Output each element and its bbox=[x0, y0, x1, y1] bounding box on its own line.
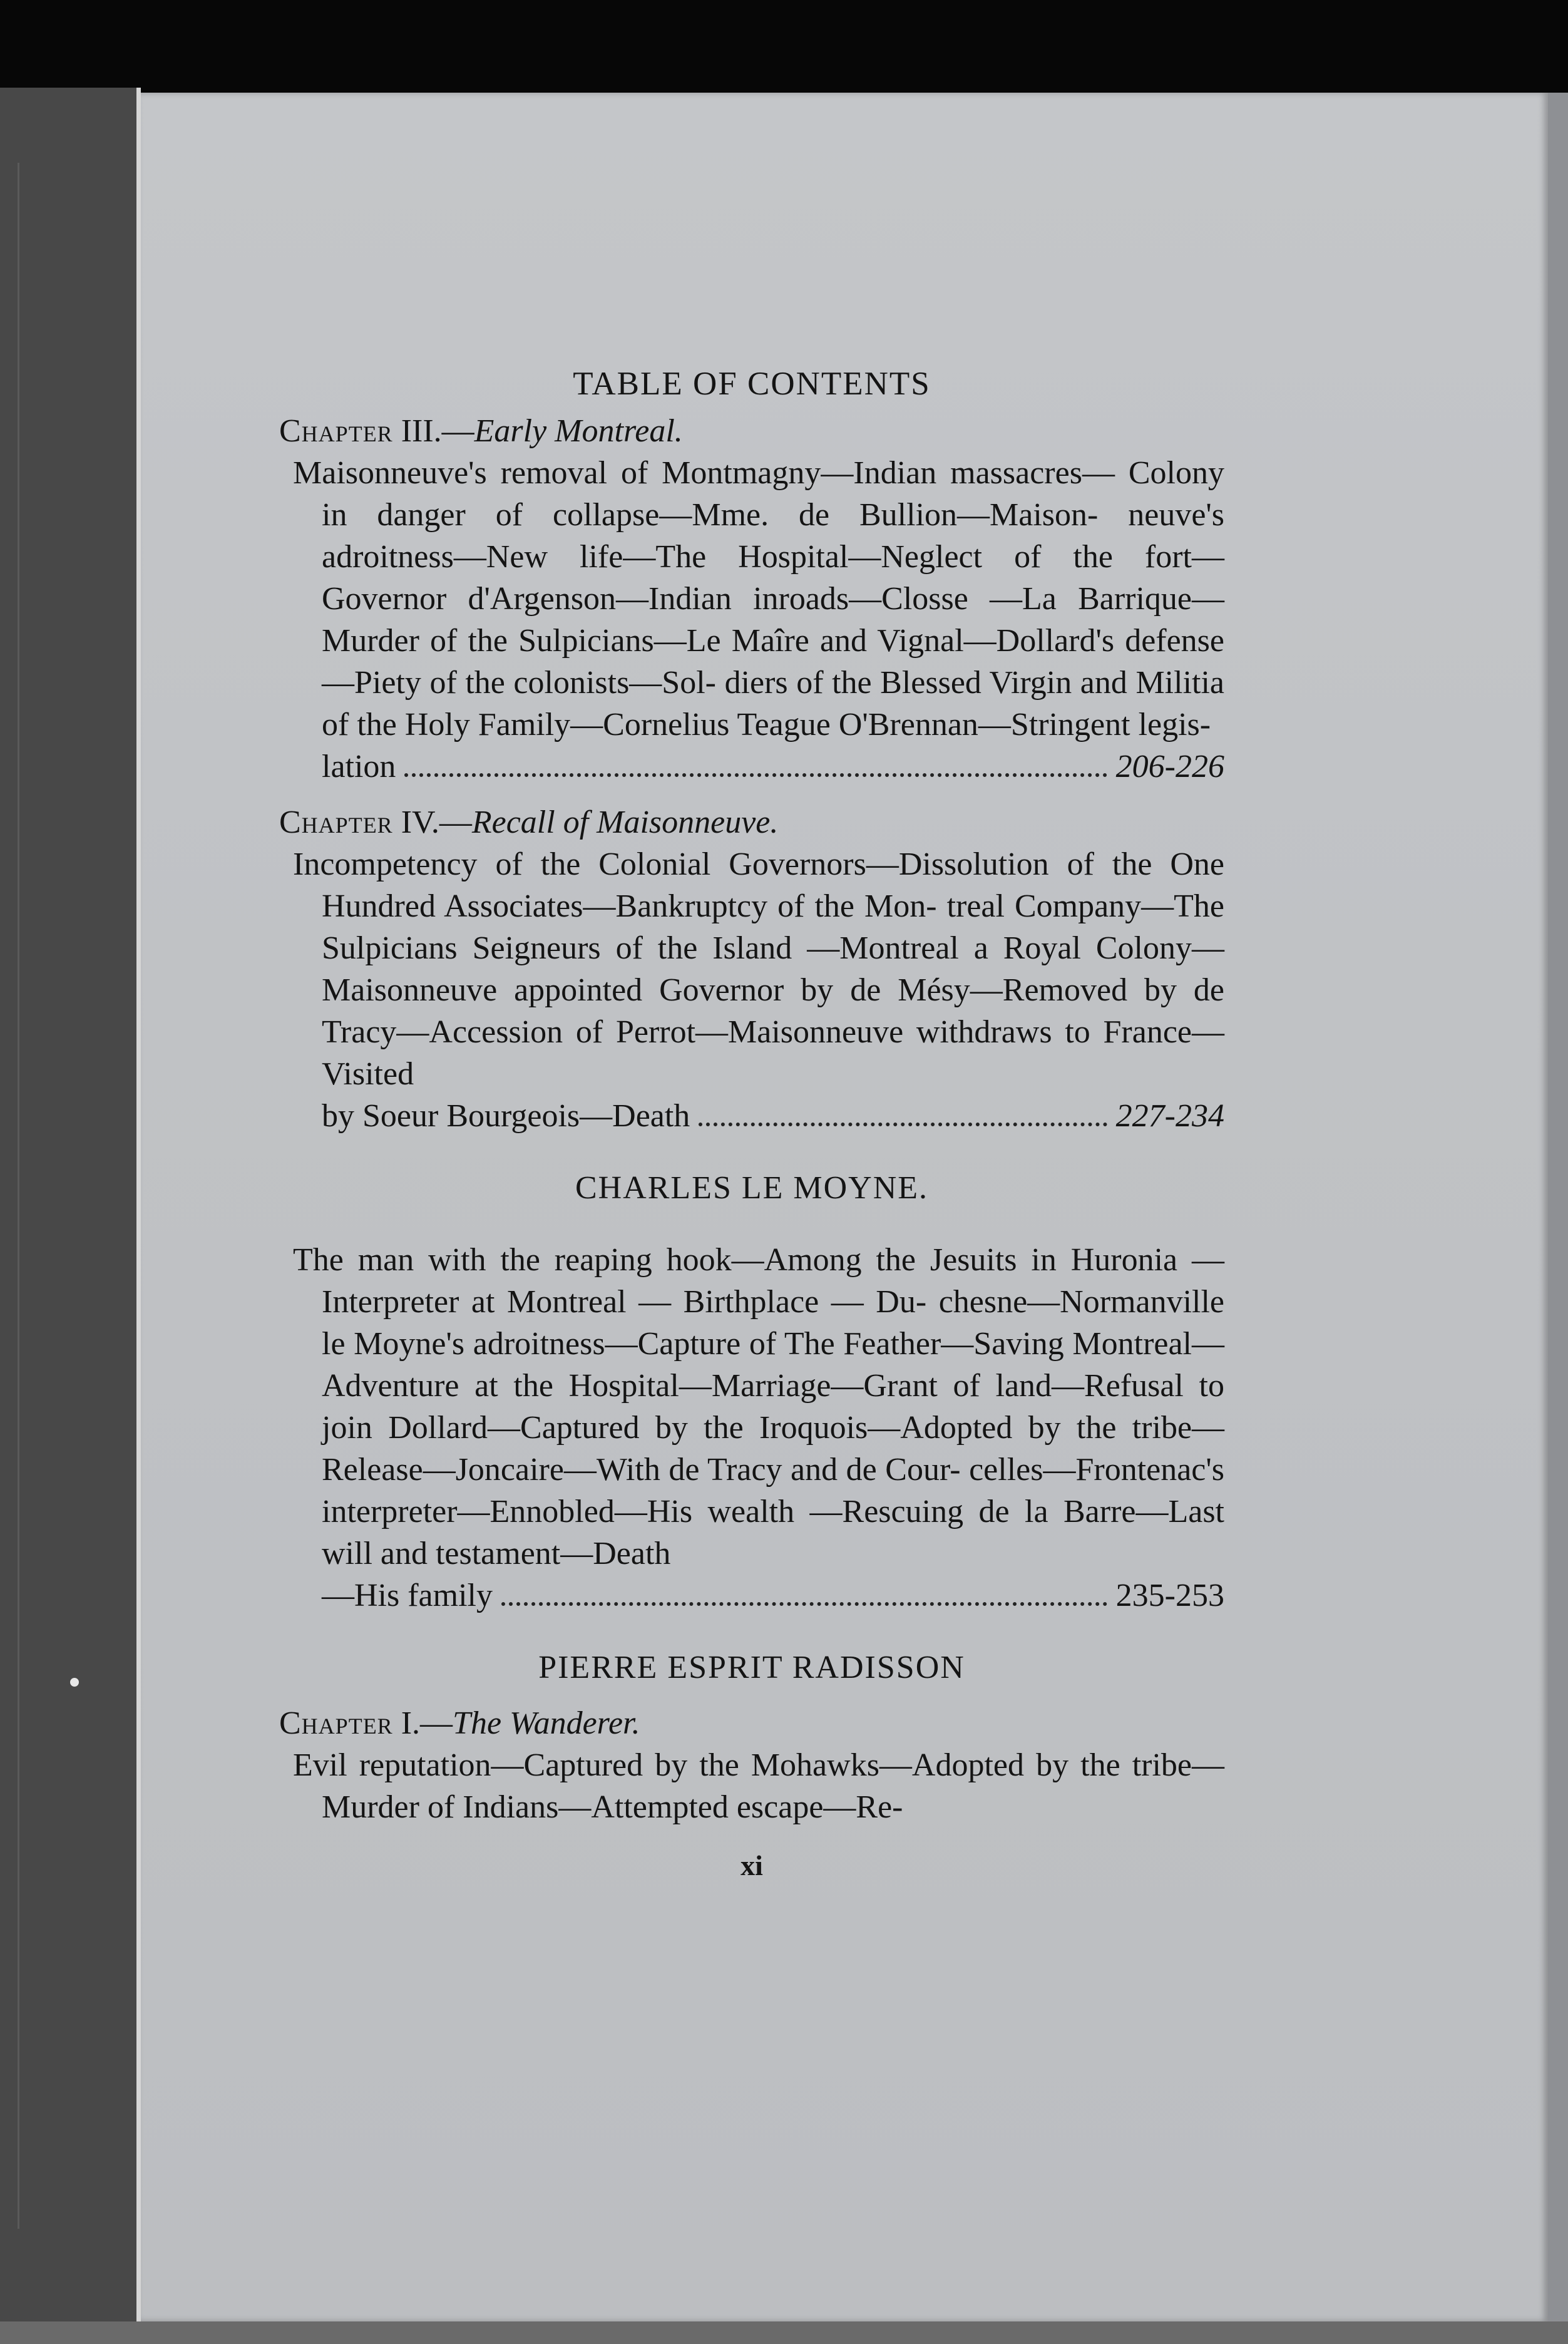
synopsis-line: Huronia — Interpreter at Montreal — Birthplace — Du- bbox=[322, 1242, 1224, 1320]
synopsis-line: of Perrot—Maisonneuve withdraws to France—Visited bbox=[322, 1014, 1224, 1092]
synopsis-line: Hospital—Marriage—Grant of land—Refusal to join bbox=[322, 1368, 1225, 1446]
page-left-edge bbox=[136, 88, 141, 2344]
page-number: xi bbox=[740, 1849, 763, 1881]
chapter-number: IV.— bbox=[401, 804, 472, 840]
scan-border-bottom bbox=[0, 2321, 1568, 2344]
chapter-synopsis bbox=[279, 843, 1224, 1095]
chapter-heading bbox=[279, 410, 1224, 452]
synopsis-line: neuve's adroitness—New life—The Hospital—Neglect of bbox=[322, 497, 1224, 575]
chapter-heading bbox=[279, 1702, 1224, 1744]
synopsis-line: The man with the reaping hook—Among the Jesuits in bbox=[293, 1242, 1057, 1278]
dot-leader bbox=[501, 1602, 1107, 1606]
chapter-title: Recall of Maisonneuve. bbox=[471, 804, 779, 840]
synopsis-line: Vignal—Dollard's defense—Piety of the colonists—Sol- bbox=[322, 623, 1224, 701]
synopsis-line: Governor by de Mésy—Removed by de Tracy—Accession bbox=[322, 972, 1225, 1050]
page-range: 235-253 bbox=[1115, 1578, 1224, 1613]
chapter-label: Chapter bbox=[279, 1705, 393, 1741]
synopsis-line: Incompetency of the Colonial Governors—Dissolution of bbox=[293, 846, 1094, 882]
dot-leader bbox=[699, 1123, 1107, 1126]
chapter-synopsis bbox=[279, 452, 1224, 746]
running-title: TABLE OF CONTENTS bbox=[573, 366, 931, 402]
synopsis-line: chesne—Normanville le Moyne's adroitness—Capture bbox=[322, 1284, 1224, 1362]
synopsis-line: Maisonneuve's removal of Montmagny—Indian massacres— bbox=[293, 455, 1115, 491]
gutter-line bbox=[18, 163, 19, 2229]
synopsis-line: Evil reputation—Captured by the Mohawks—Adopted by bbox=[293, 1747, 1069, 1783]
synopsis-line: Colony in danger of collapse—Mme. de Bullion—Maison- bbox=[322, 455, 1225, 533]
chapter-title: The Wanderer. bbox=[453, 1705, 640, 1741]
scan-left-margin bbox=[0, 88, 141, 2344]
page-range: 206-226 bbox=[1115, 749, 1224, 784]
synopsis-line: of The Feather—Saving Montreal—Adventure at the bbox=[322, 1326, 1225, 1404]
scan-dust-mark bbox=[70, 1678, 79, 1687]
dot-leader bbox=[404, 773, 1107, 777]
chapter-heading bbox=[279, 801, 1224, 843]
chapter-number: I.— bbox=[401, 1705, 453, 1741]
part-heading: CHARLES LE MOYNE. bbox=[575, 1170, 929, 1206]
synopsis-last-line bbox=[279, 746, 1224, 788]
synopsis-line: treal Company—The Sulpicians Seigneurs of the Island bbox=[322, 888, 1225, 966]
synopsis-last-line bbox=[279, 1095, 1224, 1137]
synopsis-line: the tribe—Murder of Indians—Attempted escape—Re- bbox=[322, 1747, 1225, 1825]
page-range: 227-234 bbox=[1115, 1098, 1224, 1134]
synopsis-last-line bbox=[279, 1575, 1224, 1617]
synopsis-line: —Rescuing de la Barre—Last will and testament—Death bbox=[322, 1494, 1224, 1571]
chapter-synopsis bbox=[279, 1744, 1224, 1828]
synopsis-line: Dollard—Captured by the Iroquois—Adopted by the bbox=[388, 1410, 1117, 1446]
synopsis-line: —Montreal a Royal Colony—Maisonneuve appointed bbox=[322, 930, 1224, 1008]
synopsis-line: diers of the Blessed Virgin and Militia of the Holy bbox=[322, 665, 1224, 743]
synopsis-line: celles—Frontenac's interpreter—Ennobled—His wealth bbox=[322, 1452, 1224, 1529]
synopsis-line: tribe—Release—Joncaire—With de Tracy and de Cour- bbox=[322, 1410, 1225, 1488]
contents-text-block bbox=[279, 363, 1224, 1915]
synopsis-line: by Soeur Bourgeois—Death bbox=[322, 1098, 690, 1134]
synopsis-line: —La Barrique—Murder of the Sulpicians—Le Maîre and bbox=[322, 581, 1224, 659]
synopsis-line: —His family bbox=[322, 1578, 493, 1613]
part-synopsis bbox=[279, 1239, 1224, 1575]
part-heading: PIERRE ESPRIT RADISSON bbox=[538, 1650, 965, 1685]
chapter-label: Chapter bbox=[279, 804, 393, 840]
synopsis-line: the One Hundred Associates—Bankruptcy of the Mon- bbox=[322, 846, 1224, 924]
chapter-title: Early Montreal. bbox=[474, 413, 683, 449]
synopsis-line: the fort—Governor d'Argenson—Indian inroads—Closse bbox=[322, 539, 1224, 617]
page-right-edge bbox=[1548, 93, 1568, 2344]
synopsis-line: lation bbox=[322, 749, 396, 784]
chapter-label: Chapter bbox=[279, 413, 393, 449]
scan-border-top bbox=[0, 0, 1568, 94]
chapter-number: III.— bbox=[401, 413, 474, 449]
synopsis-line: Family—Cornelius Teague O'Brennan—Stringent legis- bbox=[478, 707, 1211, 743]
